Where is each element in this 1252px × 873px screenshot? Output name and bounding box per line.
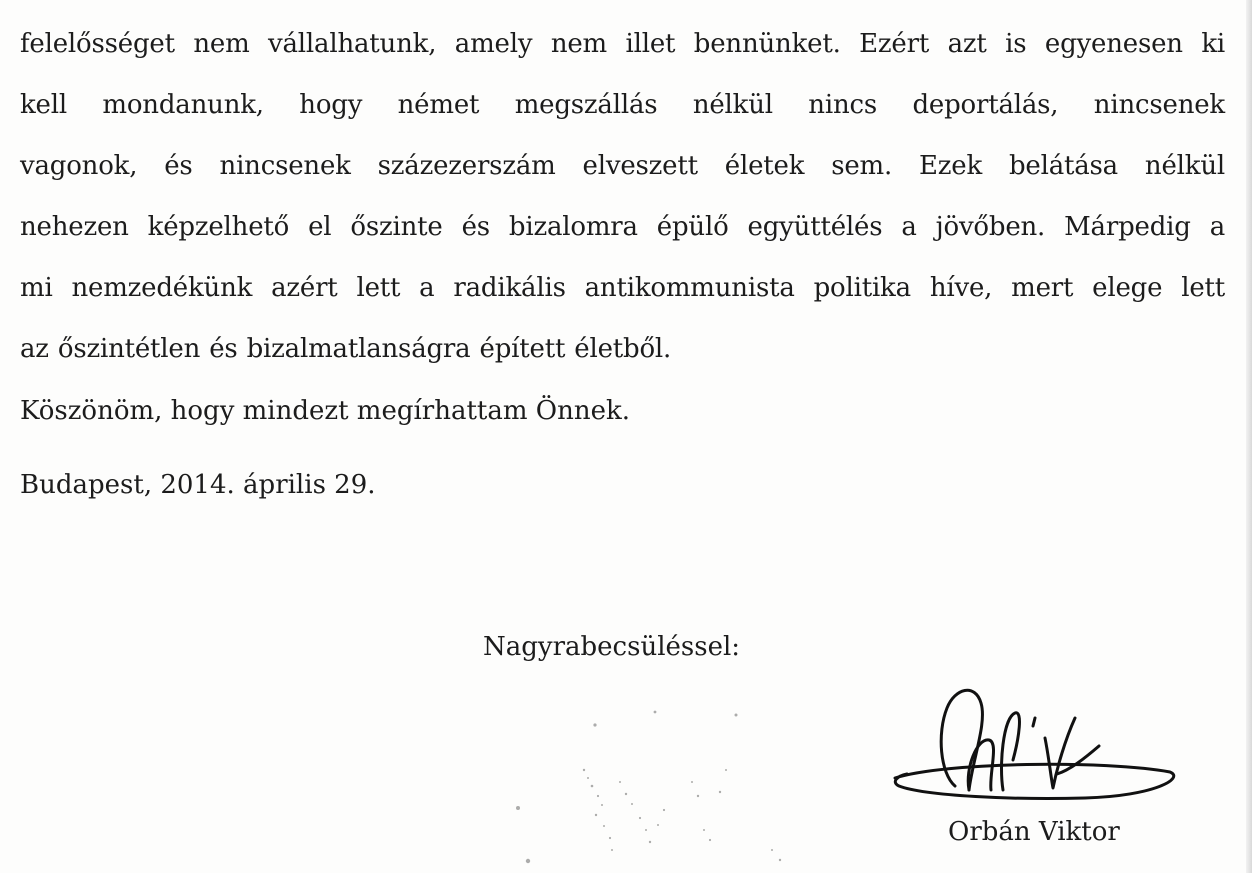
letter-body-paragraph: [20, 14, 1225, 380]
letter-line: nehezen képzelhető el őszinte és bizalomra épülő együttélés a jövőben. Márpedig a: [20, 212, 1225, 242]
signature-text: Orbán Viktor: [1035, 748, 1042, 749]
letter-line: az őszintétlen és bizalmatlanságra épített életből.: [20, 334, 672, 364]
place-and-date: Budapest, 2014. április 29.: [20, 470, 376, 500]
letter-line: felelősséget nem vállalhatunk, amely nem illet bennünket. Ezért azt is egyenesen ki: [20, 29, 1225, 59]
closing-sentence: Köszönöm, hogy mindezt megírhattam Önnek.: [20, 396, 631, 426]
letter-line: kell mondanunk, hogy német megszállás nélkül nincs deportálás, nincsenek: [20, 90, 1225, 120]
signer-name: Orbán Viktor: [948, 817, 1120, 847]
letter-line: vagonok, és nincsenek százezerszám elveszett életek sem. Ezek belátása nélkül: [20, 151, 1225, 181]
complimentary-close: Nagyrabecsüléssel:: [483, 632, 741, 662]
paper-edge: [1246, 0, 1252, 873]
handwritten-signature: [885, 678, 1185, 818]
letter-line: mi nemzedékünk azért lett a radikális antikommunista politika híve, mert elege lett: [20, 273, 1225, 303]
faded-stamp-marks: [500, 700, 800, 873]
